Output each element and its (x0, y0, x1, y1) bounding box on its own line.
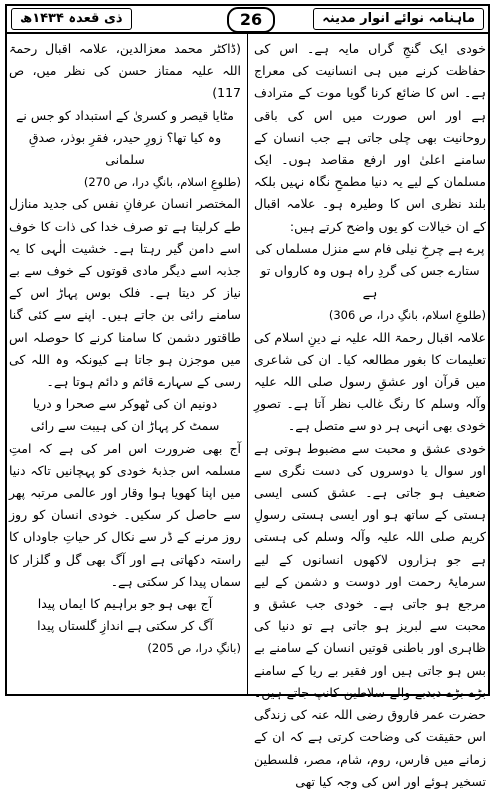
left-verse: دونیم ان کی ٹھوکر سے صحرا و دریا (32, 396, 218, 412)
right-verse: ستارے جس کی گردِ راہ ہوں وہ کارواں تو ہے (260, 263, 480, 301)
left-verse: سمٹ کر پہاڑ ان کی ہیبت سے رائی (30, 418, 220, 434)
left-verse: آج بھی ہو جو براہیم کا ایماں پیدا (37, 596, 213, 612)
right-ref: (طلوعِ اسلام، بانگِ درا، ص 306) (328, 308, 486, 323)
left-ref: (طلوعِ اسلام، بانگِ درا، ص 270) (83, 175, 241, 190)
right-text: علامہ اقبال رحمۃ اللہ علیہ نے دینِ اسلام کی تعلیمات کا بغور مطالعہ کیا۔ ان کی شاعری میں قرآن اور عشقِ رسول صلی اللہ علیہ وآلہ وسلم کا رنگ غالب نظر آتا ہے۔ تصورِ خودی بھی انہی ہر دو سے متصل ہے۔ (254, 329, 486, 434)
left-verse: وہ کیا تھا؟ زورِ حیدر، فقرِ بوذر، صدقِ سلمانی (28, 129, 222, 168)
issue-date: ذی قعدہ ۱۴۳۴ھ (11, 8, 132, 30)
left-ref: (بانگِ درا، ص 205) (147, 641, 241, 656)
left-verse: مٹایا قیصر و کسریٰ کے استبداد کو جس نے (16, 107, 234, 123)
magazine-title: ماہنامہ نوائے انوار مدینہ (313, 8, 484, 30)
right-column (254, 38, 486, 789)
page-header (5, 4, 490, 34)
left-text: آج بھی ضرورت اس امر کی ہے کہ امتِ مسلمہ اس جذبۂ خودی کو پہچانیں تاکہ دنیا میں اپنا کھویا ہوا وقار اور عالمی مرتبہ پھر سے حاصل کر سکیں۔ خودی انسان کو روز روز مرنے کے ڈر سے نکال کر حیاتِ جاوداں کا راستہ دکھاتی ہے اور آگ بھی گل و گلزار کا سماں پیدا کر سکتی ہے۔ (9, 440, 241, 589)
left-text: (ڈاکٹر محمد معزالدین، علامہ اقبال رحمۃ اللہ علیہ ممتاز حسن کی نظر میں، ص 117) (9, 41, 241, 101)
right-text: خودی عشق و محبت سے مضبوط ہوتی ہے اور سوال یا دوسروں کی دست نگری سے ضعیف ہو جاتی ہے۔ عشق کسی ایسی ہستی کے ساتھ ہو اور ایسی ہستی رسولِ کریم صلی اللہ علیہ وآلہ وسلم کی ہستی ہے جو ہزاروں لاکھوں انسانوں کے لیے سرمایۂ رحمت اور دوست و دشمن کے لیے مرجع ہو جاتی ہے۔ خودی جب عشق و محبت سے لبریز ہو جاتی ہے تو دنیا کی ظاہری اور باطنی قوتیں انسان کے سامنے بے بس ہو جاتی ہیں اور فقیر بے ریا کے سامنے بڑے بڑے دبدبے والے سلاطین کانپ جاتے ہیں۔ حضرت عمر فاروق رضی اللہ عنہ کی زندگی اس حقیقت کی وضاحت کرتی ہے کہ ان کے زمانے میں فارس، روم، شام، مصر، فلسطین تسخیر ہوئے اور اس کی وجہ کیا تھی (254, 440, 486, 789)
right-text: خودی ایک گنجِ گراں مایہ ہے۔ اس کی حفاظت کرنے میں ہی انسانیت کی معراج ہے۔ اس کا ضائع کرنا گویا موت کے مترادف ہے اور اس صورت میں اس کی باقی روحانیت بھی چلی جاتی ہے جب انسان کے سامنے اعلیٰ اور ارفع مقاصد ہوں۔ ایک مسلمان کے لیے یہ دنیا مطمحِ نگاہ نہیں بلکہ بلند نظری اس کا وطیرہ ہو۔ علامہ اقبال کے ان خیالات کو یوں واضح کرتے ہیں: (254, 41, 486, 234)
left-column (9, 38, 241, 693)
left-text: المختصر انسان عرفانِ نفس کی جدید منازل طے کرلیتا ہے تو صرف خدا کی ذات کا خوف اسے دامن گیر رہتا ہے۔ خشیت الٰہی کا یہ جذبہ اسے دیگر مادی قوتوں کے خوف سے بے نیاز کر دیتا ہے۔ فلک بوس پہاڑ اس کے سامنے رائی بن جاتے ہیں۔ اپنے سے کئی گنا طاقتور دشمن کا سامنا کرنے کا حوصلہ اس میں موجزن ہو جاتا ہے کیونکہ وہ اللہ کی رسی کے سہارے قائم و دائم ہوتا ہے۔ (9, 196, 241, 390)
left-verse: آگ کر سکتی ہے اندازِ گلستاں پیدا (37, 618, 213, 634)
page-number: 26 (227, 7, 275, 33)
column-divider (247, 34, 248, 694)
right-verse: پرے ہے چرخِ نیلی فام سے منزل مسلماں کی (255, 240, 485, 256)
